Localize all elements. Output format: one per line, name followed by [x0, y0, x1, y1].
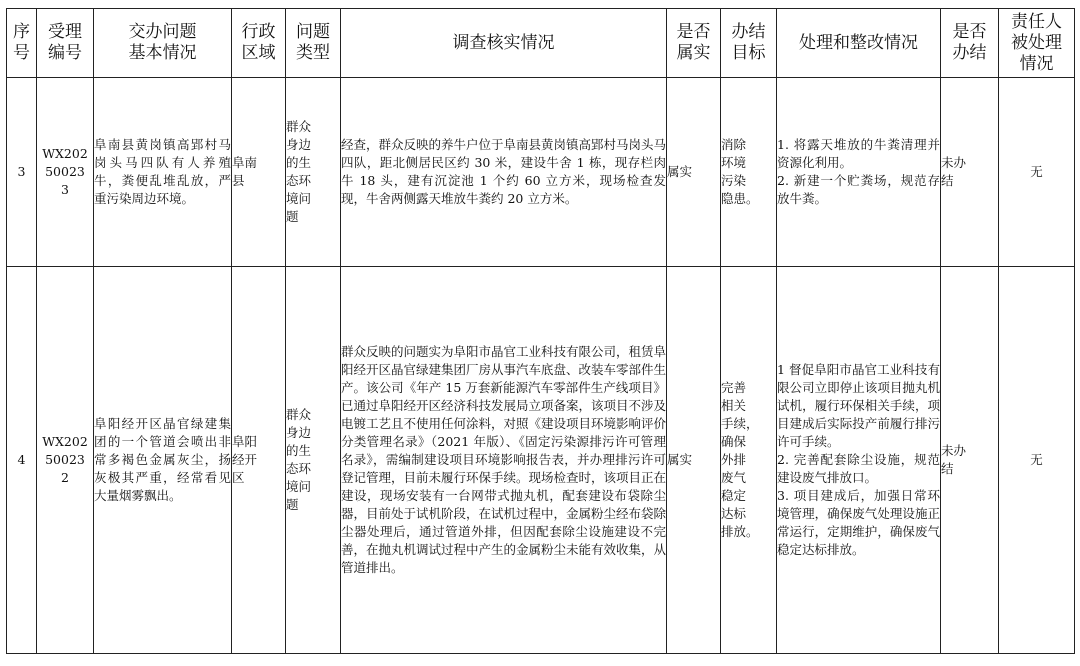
cell-case-no: WX202 50023 3	[37, 78, 94, 267]
case-table	[6, 8, 1075, 654]
cell-type: 群众 身边 的生 态环 境问 题	[286, 78, 341, 267]
cell-type: 群众 身边 的生 态环 境问 题	[286, 267, 341, 654]
header-handling: 处理和整改情况	[777, 9, 941, 78]
header-completed: 是否 办结	[941, 9, 999, 78]
cell-seq: 4	[7, 267, 37, 654]
cell-accountability: 无	[999, 267, 1075, 654]
header-accountability: 责任人 被处理 情况	[999, 9, 1075, 78]
cell-seq: 3	[7, 78, 37, 267]
cell-handling: 1 督促阜阳市晶官工业科技有限公司立即停止该项目抛丸机试机，履行环保相关手续，项目建成后实际投产前履行排污许可手续。 2. 完善配套除尘设施，规范建设废气排放口。 3. 项目建成后，加强日常环境管理，确保废气处理设施正常运行，定期维护，确保废气稳定达标排放。	[777, 267, 941, 654]
table-row	[7, 78, 1075, 267]
cell-region: 阜阳 经开 区	[232, 267, 286, 654]
cell-completed: 未办 结	[941, 267, 999, 654]
cell-accountability: 无	[999, 78, 1075, 267]
cell-verified: 属实	[667, 267, 721, 654]
cell-case-no: WX202 50023 2	[37, 267, 94, 654]
cell-region: 阜南 县	[232, 78, 286, 267]
header-investigation: 调查核实情况	[341, 9, 667, 78]
cell-issue: 阜南县黄岗镇高郢村马岗头马四队有人养殖牛，粪便乱堆乱放，严重污染周边环境。	[94, 78, 232, 267]
header-goal: 办结 目标	[721, 9, 777, 78]
header-region: 行政 区域	[232, 9, 286, 78]
header-verified: 是否 属实	[667, 9, 721, 78]
header-case-no: 受理 编号	[37, 9, 94, 78]
cell-goal: 消除 环境 污染 隐患。	[721, 78, 777, 267]
header-issue: 交办问题 基本情况	[94, 9, 232, 78]
header-row	[7, 9, 1075, 78]
cell-goal: 完善 相关 手续， 确保 外排 废气 稳定 达标 排放。	[721, 267, 777, 654]
cell-investigation: 经查，群众反映的养牛户位于阜南县黄岗镇高郢村马岗头马四队，距北侧居民区约 30 米，建设牛舍 1 栋，现存栏肉牛 18 头，建有沉淀池 1 个约 60 立方米，现场检查发现，牛舍两侧露天堆放牛粪约 20 立方米。	[341, 78, 667, 267]
cell-handling: 1. 将露天堆放的牛粪清理并资源化利用。 2. 新建一个贮粪场，规范存放牛粪。	[777, 78, 941, 267]
cell-completed: 未办 结	[941, 78, 999, 267]
cell-verified: 属实	[667, 78, 721, 267]
cell-issue: 阜阳经开区晶官绿建集团的一个管道会喷出非常多褐色金属灰尘，扬灰极其严重，经常看见大量烟雾飘出。	[94, 267, 232, 654]
header-type: 问题 类型	[286, 9, 341, 78]
cell-investigation: 群众反映的问题实为阜阳市晶官工业科技有限公司，租赁阜阳经开区晶官绿建集团厂房从事汽车底盘、改装车零部件生产。该公司《年产 15 万套新能源汽车零部件生产线项目》已通过阜阳经开区经济科技发展局立项备案，该项目不涉及电镀工艺且不使用任何涂料，对照《建设项目环境影响评价分类管理名录》（2021 年版）、《固定污染源排污许可管理名录》，需编制建设项目环境影响报告表，并办理排污许可登记管理，目前未履行环保手续。现场检查时，该项目正在建设，现场安装有一台网带式抛丸机，配套建设布袋除尘器，目前处于试机阶段，在试机过程中，金属粉尘经布袋除尘器处理后，通过管道外排，但因配套除尘设施建设不完善，在抛丸机调试过程中产生的金属粉尘未能有效收集，从管道排出。	[341, 267, 667, 654]
header-seq: 序 号	[7, 9, 37, 78]
table-row	[7, 267, 1075, 654]
